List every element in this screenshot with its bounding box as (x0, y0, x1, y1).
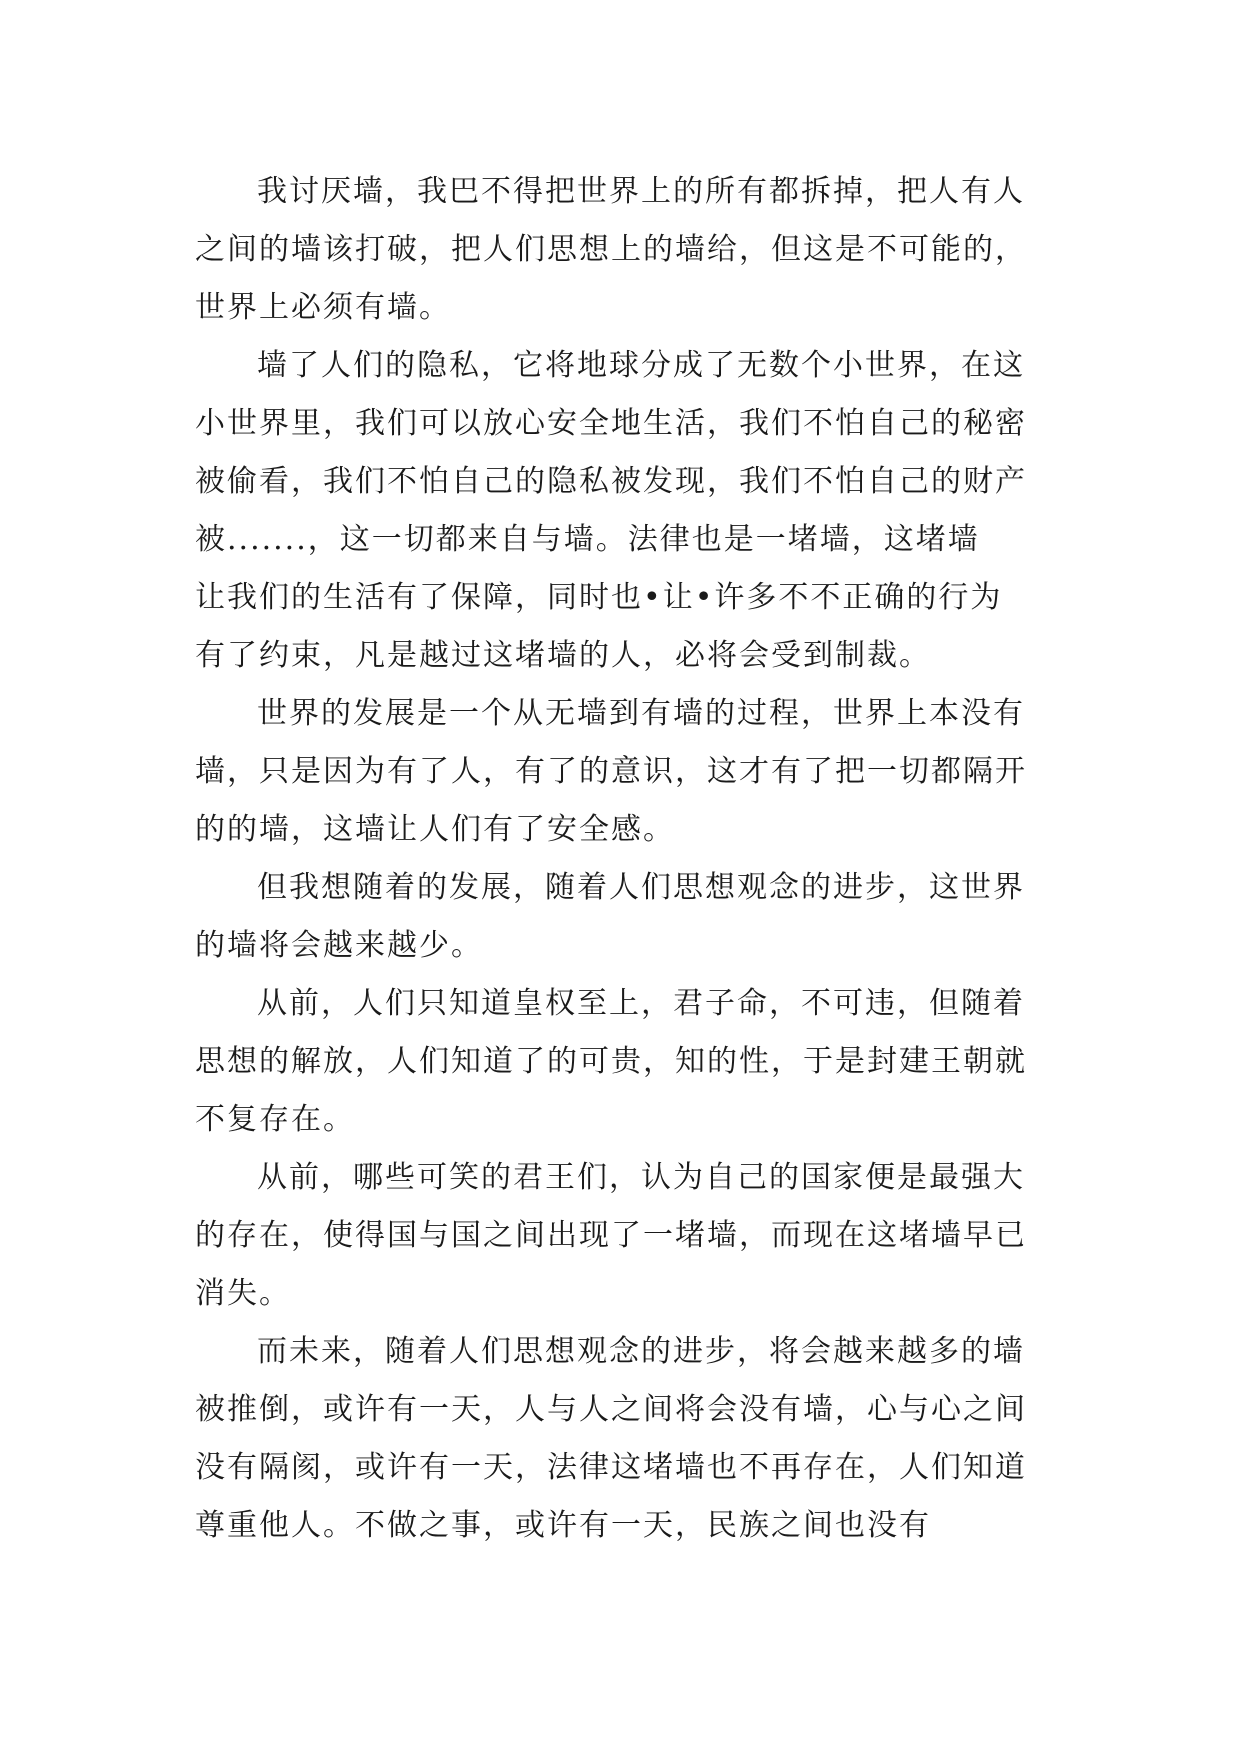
paragraph (195, 975, 1065, 1149)
text-line: 墙了人们的隐私，它将地球分成了无数个小世界，在这 (257, 348, 1025, 383)
text-line: 有了约束，凡是越过这堵墙的人，必将会受到制裁。 (195, 638, 931, 673)
text-line: 而未来，随着人们思想观念的进步，将会越来越多的墙 (257, 1334, 1025, 1369)
paragraph (195, 337, 1065, 685)
text-line: 思想的解放，人们知道了的可贵，知的性，于是封建王朝就 (195, 1044, 1027, 1079)
text-line: 被推倒，或许有一天，人与人之间将会没有墙，心与心之间 (195, 1392, 1027, 1427)
text-line: 从前，人们只知道皇权至上，君子命，不可违，但随着 (257, 986, 1025, 1021)
text-line: 世界上必须有墙。 (195, 290, 451, 325)
text-line: 我讨厌墙，我巴不得把世界上的所有都拆掉，把人有人 (257, 174, 1025, 209)
text-line: 尊重他人。不做之事，或许有一天，民族之间也没有 (195, 1508, 931, 1543)
text-line: 从前，哪些可笑的君王们，认为自己的国家便是最强大 (257, 1160, 1025, 1195)
text-line: 的存在，使得国与国之间出现了一堵墙，而现在这堵墙早已 (195, 1218, 1027, 1253)
paragraph (195, 1323, 1065, 1555)
text-line: 被偷看，我们不怕自己的隐私被发现，我们不怕自己的财产 (195, 464, 1027, 499)
text-line: 被.......，这一切都来自与墙。法律也是一堵墙，这堵墙 (195, 522, 980, 557)
text-line: 不复存在。 (195, 1102, 355, 1137)
text-line: 的墙将会越来越少。 (195, 928, 483, 963)
text-line: 的的墙，这墙让人们有了安全感。 (195, 812, 675, 847)
paragraph (195, 1149, 1065, 1323)
document-body (195, 163, 1065, 1555)
paragraph (195, 859, 1065, 975)
text-line: 小世界里，我们可以放心安全地生活，我们不怕自己的秘密 (195, 406, 1027, 441)
text-line: 墙，只是因为有了人，有了的意识，这才有了把一切都隔开 (195, 754, 1027, 789)
text-line: 之间的墙该打破，把人们思想上的墙给，但这是不可能的， (195, 232, 1027, 267)
text-line: 没有隔阂，或许有一天，法律这堵墙也不再存在，人们知道 (195, 1450, 1027, 1485)
text-line: 消失。 (195, 1276, 291, 1311)
text-line: 世界的发展是一个从无墙到有墙的过程，世界上本没有 (257, 696, 1025, 731)
text-line: 让我们的生活有了保障，同时也•让•许多不不正确的行为 (195, 580, 1003, 615)
paragraph (195, 163, 1065, 337)
paragraph (195, 685, 1065, 859)
text-line: 但我想随着的发展，随着人们思想观念的进步，这世界 (257, 870, 1025, 905)
